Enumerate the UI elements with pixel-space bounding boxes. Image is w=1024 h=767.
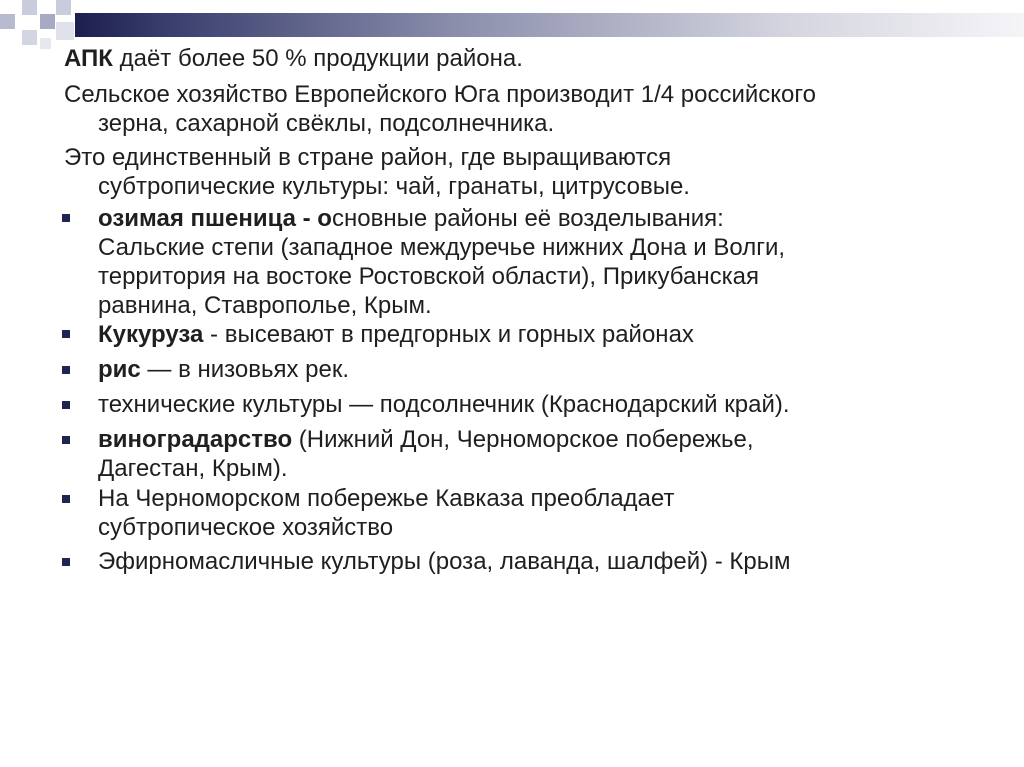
bullet-bold-term: озимая пшеница - о (98, 205, 332, 232)
bullet-bold-term: рис (98, 356, 141, 383)
bullet-item-wheat (98, 204, 724, 233)
bullet-marker (62, 436, 70, 444)
intro-bold-term: АПК (64, 45, 113, 72)
intro-text: даёт более 50 % продукции района. (112, 45, 523, 72)
bullet-item-technical-crops: технические культуры — подсолнечник (Краснодарский край). (98, 391, 790, 418)
bullet-marker (62, 401, 70, 409)
bullet-text: сновные районы её возделывания: (331, 205, 724, 232)
bullet-marker (62, 558, 70, 566)
intro-paragraph-2-line-1: Сельское хозяйство Европейского Юга производит 1/4 российского (64, 81, 816, 108)
bullet-marker (62, 330, 70, 338)
bullet-marker (62, 366, 70, 374)
bullet-continuation: Дагестан, Крым). (98, 455, 288, 482)
intro-paragraph-3-line-2: субтропические культуры: чай, гранаты, цитрусовые. (98, 173, 690, 200)
bullet-continuation: равнина, Ставрополье, Крым. (98, 292, 432, 319)
bullet-marker (62, 495, 70, 503)
bullet-bold-term: Кукуруза (98, 321, 204, 348)
bullet-continuation: Сальские степи (западное междуречье нижних Дона и Волги, (98, 234, 786, 261)
bullet-text: - высевают в предгорных и горных районах (203, 321, 694, 348)
bullet-continuation: субтропическое хозяйство (98, 514, 394, 541)
bullet-marker (62, 214, 70, 222)
bullet-item-essential-oil-crops: Эфирномасличные культуры (роза, лаванда, шалфей) - Крым (98, 548, 791, 575)
bullet-bold-term: виноградарство (98, 426, 293, 453)
bullet-item-rice (98, 355, 349, 384)
intro-paragraph-3-line-1: Это единственный в стране район, где выращиваются (64, 144, 672, 171)
bullet-continuation: территория на востоке Ростовской области), Прикубанская (98, 263, 759, 290)
intro-paragraph-1 (64, 44, 523, 73)
bullet-item-corn (98, 320, 694, 349)
bullet-item-viticulture (98, 425, 754, 454)
bullet-text: — в низовьях рек. (140, 356, 350, 383)
bullet-item-subtropics: На Черноморском побережье Кавказа преобладает (98, 485, 675, 512)
bullet-text: (Нижний Дон, Черноморское побережье, (292, 426, 754, 453)
intro-paragraph-2-line-2: зерна, сахарной свёклы, подсолнечника. (98, 110, 555, 137)
